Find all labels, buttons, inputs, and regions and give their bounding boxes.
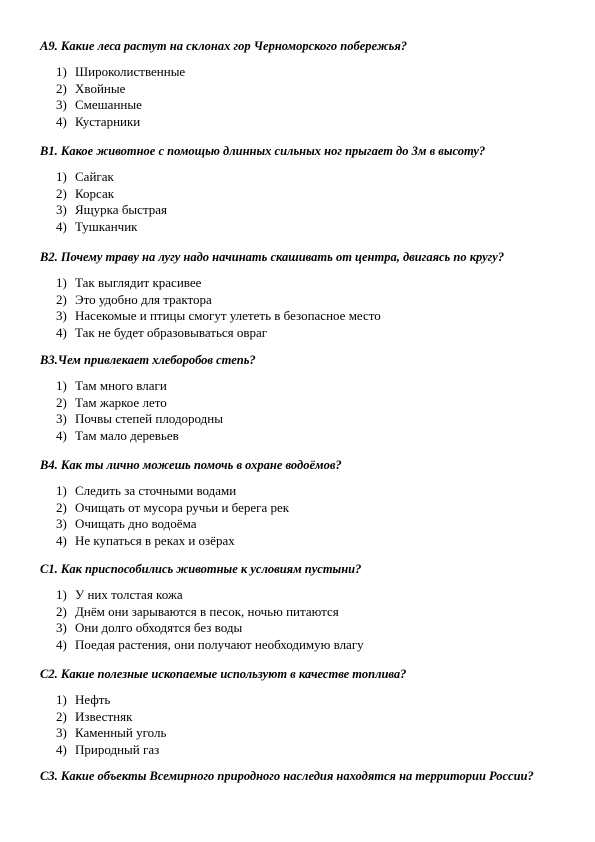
option-number: 2) (56, 291, 67, 307)
option-text: Смешанные (75, 97, 142, 112)
option-text: У них толстая кожа (75, 587, 183, 602)
question-text: С3. Какие объекты Всемирного природного наследия находятся на территории России? (40, 769, 534, 783)
option-text: Очищать дно водоёма (75, 516, 197, 531)
answer-option (56, 64, 560, 81)
question-c2 (40, 666, 560, 758)
answer-option (56, 516, 560, 533)
option-number: 4) (56, 741, 67, 757)
answer-option (56, 378, 560, 395)
option-text: Каменный уголь (75, 725, 167, 740)
answer-option (56, 620, 560, 637)
option-number: 2) (56, 185, 67, 201)
option-text: Кустарники (75, 113, 141, 129)
option-number: 4) (56, 324, 67, 340)
answer-option (56, 114, 560, 131)
option-text: Они долго обходятся без воды (75, 620, 243, 635)
answer-option (56, 186, 560, 203)
option-text: Очищать от мусора ручьи и берега рек (75, 499, 290, 515)
answer-option (56, 533, 560, 550)
option-number: 3) (56, 620, 67, 635)
question-text: В1. Какое животное с помощью длинных сильных ног прыгает до 3м в высоту? (40, 144, 486, 158)
question-text: С2. Какие полезные ископаемые используют в качестве топлива? (40, 667, 407, 681)
answer-option (56, 483, 560, 500)
option-text: Следить за сточными водами (75, 483, 237, 498)
option-text: Это удобно для трактора (75, 291, 212, 307)
option-text: Широколиственные (75, 64, 186, 79)
option-text: Там мало деревьев (75, 427, 179, 443)
question-b3 (40, 352, 560, 444)
option-number: 2) (56, 603, 67, 619)
answer-option (56, 81, 560, 98)
option-text: Там жаркое лето (75, 394, 167, 410)
answer-options (40, 169, 560, 235)
question-b1 (40, 143, 560, 235)
option-number: 3) (56, 411, 67, 426)
answer-option (56, 325, 560, 342)
option-number: 1) (56, 378, 67, 393)
question-a9 (40, 38, 560, 130)
option-text: Не купаться в реках и озёрах (75, 532, 235, 548)
question-text: С1. Как приспособились животные к условиям пустыни? (40, 562, 362, 576)
answer-option (56, 637, 560, 654)
question-text: А9. Какие леса растут на склонах гор Черноморского побережья? (40, 39, 408, 53)
option-text: Там много влаги (75, 378, 167, 393)
answer-option (56, 411, 560, 428)
option-text: Днём они зарываются в песок, ночью питаются (75, 603, 339, 619)
answer-options (40, 692, 560, 758)
answer-options (40, 483, 560, 549)
answer-options (40, 64, 560, 130)
question-text: В3.Чем привлекает хлеборобов степь? (40, 353, 256, 367)
option-text: Известняк (75, 708, 133, 724)
option-number: 3) (56, 97, 67, 112)
answer-option (56, 692, 560, 709)
option-number: 4) (56, 427, 67, 443)
question-b2 (40, 249, 560, 341)
answer-option (56, 308, 560, 325)
answer-option (56, 428, 560, 445)
option-number: 3) (56, 308, 67, 323)
option-number: 2) (56, 499, 67, 515)
option-number: 4) (56, 532, 67, 548)
option-text: Насекомые и птицы смогут улететь в безопасное место (75, 308, 381, 323)
option-number: 4) (56, 218, 67, 234)
option-number: 4) (56, 636, 67, 652)
option-number: 1) (56, 692, 67, 707)
option-text: Так выглядит красивее (75, 275, 202, 290)
option-number: 1) (56, 483, 67, 498)
option-number: 3) (56, 516, 67, 531)
option-text: Корсак (75, 185, 115, 201)
option-number: 1) (56, 64, 67, 79)
option-text: Поедая растения, они получают необходимую влагу (75, 636, 364, 652)
answer-option (56, 725, 560, 742)
option-number: 3) (56, 202, 67, 217)
answer-option (56, 709, 560, 726)
option-number: 4) (56, 113, 67, 129)
answer-option (56, 292, 560, 309)
answer-option (56, 275, 560, 292)
question-c3 (40, 768, 560, 794)
answer-options (40, 378, 560, 444)
option-number: 2) (56, 80, 67, 96)
answer-options (40, 275, 560, 341)
option-text: Нефть (75, 692, 111, 707)
answer-options (40, 587, 560, 653)
question-b4 (40, 457, 560, 549)
option-number: 1) (56, 587, 67, 602)
option-number: 3) (56, 725, 67, 740)
option-number: 2) (56, 394, 67, 410)
answer-option (56, 587, 560, 604)
answer-option (56, 604, 560, 621)
option-text: Тушканчик (75, 218, 138, 234)
question-text: В4. Как ты лично можешь помочь в охране водоёмов? (40, 458, 342, 472)
answer-option (56, 395, 560, 412)
option-text: Хвойные (75, 80, 126, 96)
option-text: Сайгак (75, 169, 114, 184)
answer-option (56, 219, 560, 236)
answer-option (56, 97, 560, 114)
option-number: 1) (56, 169, 67, 184)
answer-option (56, 742, 560, 759)
question-c1 (40, 561, 560, 653)
answer-option (56, 169, 560, 186)
option-text: Природный газ (75, 741, 160, 757)
option-text: Почвы степей плодородны (75, 411, 223, 426)
answer-option (56, 500, 560, 517)
option-number: 1) (56, 275, 67, 290)
answer-option (56, 202, 560, 219)
option-text: Ящурка быстрая (75, 202, 168, 217)
question-text: В2. Почему траву на лугу надо начинать скашивать от центра, двигаясь по кругу? (40, 250, 505, 264)
option-number: 2) (56, 708, 67, 724)
option-text: Так не будет образовываться овраг (75, 324, 268, 340)
